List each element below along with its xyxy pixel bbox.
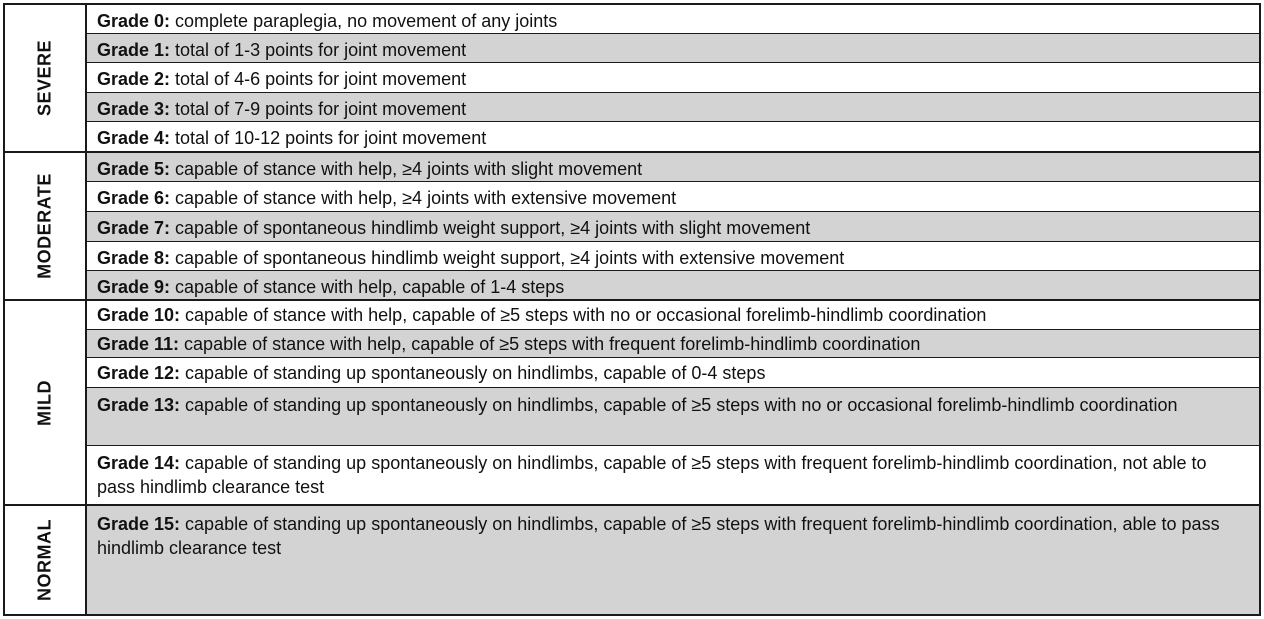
grade-description: capable of standing up spontaneously on hindlimbs, capable of ≥5 steps with frequent forelimb-hindlimb coordination, able to pass hindlimb clearance test (97, 514, 1220, 558)
grade-description: total of 10-12 points for joint movement (170, 128, 487, 148)
table-row (87, 358, 1259, 388)
grade-description: complete paraplegia, no movement of any joints (170, 11, 558, 31)
grade-label: Grade 6: (97, 188, 171, 208)
table-row (87, 242, 1259, 271)
grade-label: Grade 10: (97, 305, 181, 325)
grade-label: Grade 5: (97, 159, 171, 179)
table-row (87, 34, 1259, 63)
table-row (87, 388, 1259, 445)
grade-description: total of 4-6 points for joint movement (170, 69, 467, 89)
table-row (87, 212, 1259, 242)
grade-description: capable of stance with help, capable of ≥5 steps with no or occasional forelimb-hindlimb coordination (180, 305, 987, 325)
table-row (87, 122, 1259, 151)
grade-label: Grade 12: (97, 363, 181, 384)
category-label-cell (5, 5, 87, 151)
grade-rows (87, 153, 1259, 299)
grade-label: Grade 2: (97, 69, 171, 89)
category-label: SEVERE (34, 39, 55, 117)
grade-description: capable of standing up spontaneously on hindlimbs, capable of 0-4 steps (180, 363, 766, 384)
grade-description: capable of stance with help, capable of 1-4 steps (170, 277, 565, 297)
table-row (87, 446, 1259, 504)
category-label: MODERATE (34, 173, 55, 279)
grade-description: total of 1-3 points for joint movement (170, 40, 467, 60)
group-moderate (5, 153, 1259, 301)
table-row (87, 153, 1259, 182)
group-mild (5, 301, 1259, 506)
category-label-cell (5, 153, 87, 299)
table-row (87, 506, 1259, 614)
table-row (87, 301, 1259, 330)
grade-label: Grade 4: (97, 128, 171, 148)
group-severe (5, 5, 1259, 153)
grading-table (3, 3, 1261, 616)
group-normal (5, 506, 1259, 614)
grade-description: capable of spontaneous hindlimb weight support, ≥4 joints with extensive movement (170, 248, 845, 268)
grade-label: Grade 3: (97, 99, 171, 119)
table-row (87, 63, 1259, 93)
grade-label: Grade 14: (97, 452, 181, 473)
category-label-cell (5, 301, 87, 504)
category-label-cell (5, 506, 87, 614)
grade-label: Grade 15: (97, 514, 181, 534)
table-row (87, 182, 1259, 212)
table-row (87, 330, 1259, 359)
grade-description: total of 7-9 points for joint movement (170, 99, 467, 119)
grade-label: Grade 13: (97, 395, 181, 416)
grade-label: Grade 8: (97, 248, 171, 268)
category-label: NORMAL (34, 519, 55, 601)
grade-description: capable of stance with help, ≥4 joints with extensive movement (170, 188, 677, 208)
grade-label: Grade 1: (97, 40, 171, 60)
table-row (87, 93, 1259, 122)
category-label: MILD (34, 379, 55, 426)
grade-description: capable of stance with help, ≥4 joints with slight movement (170, 159, 643, 179)
table-row (87, 271, 1259, 299)
grade-description: capable of standing up spontaneously on hindlimbs, capable of ≥5 steps with frequent forelimb-hindlimb coordination, not able to pass hindlimb clearance test (97, 452, 1207, 497)
grade-description: capable of stance with help, capable of ≥5 steps with frequent forelimb-hindlimb coordination (179, 333, 921, 354)
grade-label: Grade 11: (97, 333, 180, 354)
grade-rows (87, 5, 1259, 151)
grade-label: Grade 9: (97, 277, 171, 297)
grade-description: capable of standing up spontaneously on hindlimbs, capable of ≥5 steps with no or occasional forelimb-hindlimb coordination (180, 395, 1178, 416)
grade-rows (87, 506, 1259, 614)
grade-rows (87, 301, 1259, 504)
table-row (87, 5, 1259, 34)
grade-label: Grade 7: (97, 218, 171, 238)
grade-description: capable of spontaneous hindlimb weight support, ≥4 joints with slight movement (170, 218, 811, 238)
grade-label: Grade 0: (97, 11, 171, 31)
